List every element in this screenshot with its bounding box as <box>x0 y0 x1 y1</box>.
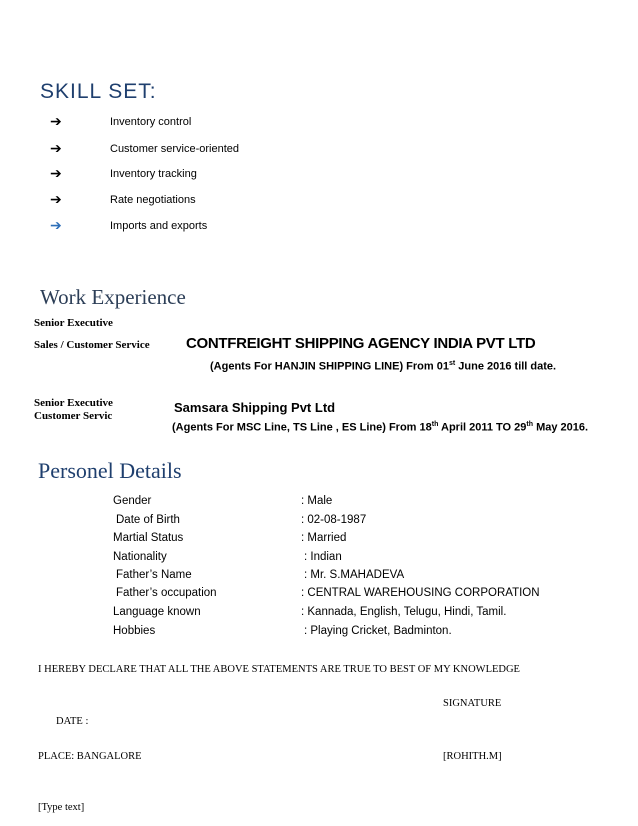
detail-label: Date of Birth <box>116 514 180 526</box>
signature-label: SIGNATURE <box>443 698 502 709</box>
detail-label: Father’s Name <box>116 569 192 581</box>
detail-label: Father’s occupation <box>116 587 217 599</box>
role-title: Senior Executive <box>34 317 113 329</box>
footer-placeholder: [Type text] <box>38 802 85 813</box>
personal-details-heading: Personel Details <box>38 458 182 483</box>
skill-item: Inventory control <box>110 116 192 128</box>
detail-value: : Playing Cricket, Badminton. <box>304 625 452 637</box>
declaration-statement: I HEREBY DECLARE THAT ALL THE ABOVE STATEMENTS ARE TRUE TO BEST OF MY KNOWLEDGE <box>38 664 520 675</box>
company-details: (Agents For HANJIN SHIPPING LINE) From 01st June 2016 till date. <box>210 360 557 373</box>
skill-item: Rate negotiations <box>110 194 196 206</box>
right-arrow-icon: ➔ <box>50 140 62 156</box>
place-label: PLACE: BANGALORE <box>38 751 142 762</box>
role-subtitle: Customer Servic <box>34 410 113 422</box>
skill-item: Customer service-oriented <box>110 143 239 155</box>
company-name: CONTFREIGHT SHIPPING AGENCY INDIA PVT LTD <box>186 335 536 352</box>
detail-label: Language known <box>113 606 201 618</box>
detail-label: Martial Status <box>113 532 184 544</box>
detail-value: : Kannada, English, Telugu, Hindi, Tamil. <box>301 606 507 618</box>
signatory-name: [ROHITH.M] <box>443 751 502 762</box>
detail-label: Hobbies <box>113 625 156 637</box>
detail-value: : Male <box>301 495 333 507</box>
skill-item: Inventory tracking <box>110 168 197 180</box>
detail-value: : Married <box>301 532 347 544</box>
role-title: Senior Executive <box>34 397 113 409</box>
detail-value: : CENTRAL WAREHOUSING CORPORATION <box>301 587 540 599</box>
right-arrow-icon: ➔ <box>50 191 62 207</box>
detail-value: : 02-08-1987 <box>301 514 367 526</box>
detail-value: : Mr. S.MAHADEVA <box>304 569 405 581</box>
role-subtitle: Sales / Customer Service <box>34 339 150 351</box>
skill-item: Imports and exports <box>110 220 208 232</box>
company-name: Samsara Shipping Pvt Ltd <box>174 400 336 415</box>
company-details: (Agents For MSC Line, TS Line , ES Line) From 18th April 2011 TO 29th May 2016. <box>172 421 589 434</box>
detail-label: Nationality <box>113 551 167 563</box>
right-arrow-icon: ➔ <box>50 217 62 233</box>
date-label: DATE : <box>56 716 89 727</box>
detail-label: Gender <box>113 495 152 507</box>
skill-set-heading: SKILL SET: <box>40 80 157 103</box>
work-experience-heading: Work Experience <box>40 285 186 309</box>
right-arrow-icon: ➔ <box>50 113 62 129</box>
right-arrow-icon: ➔ <box>50 165 62 181</box>
detail-value: : Indian <box>304 551 342 563</box>
